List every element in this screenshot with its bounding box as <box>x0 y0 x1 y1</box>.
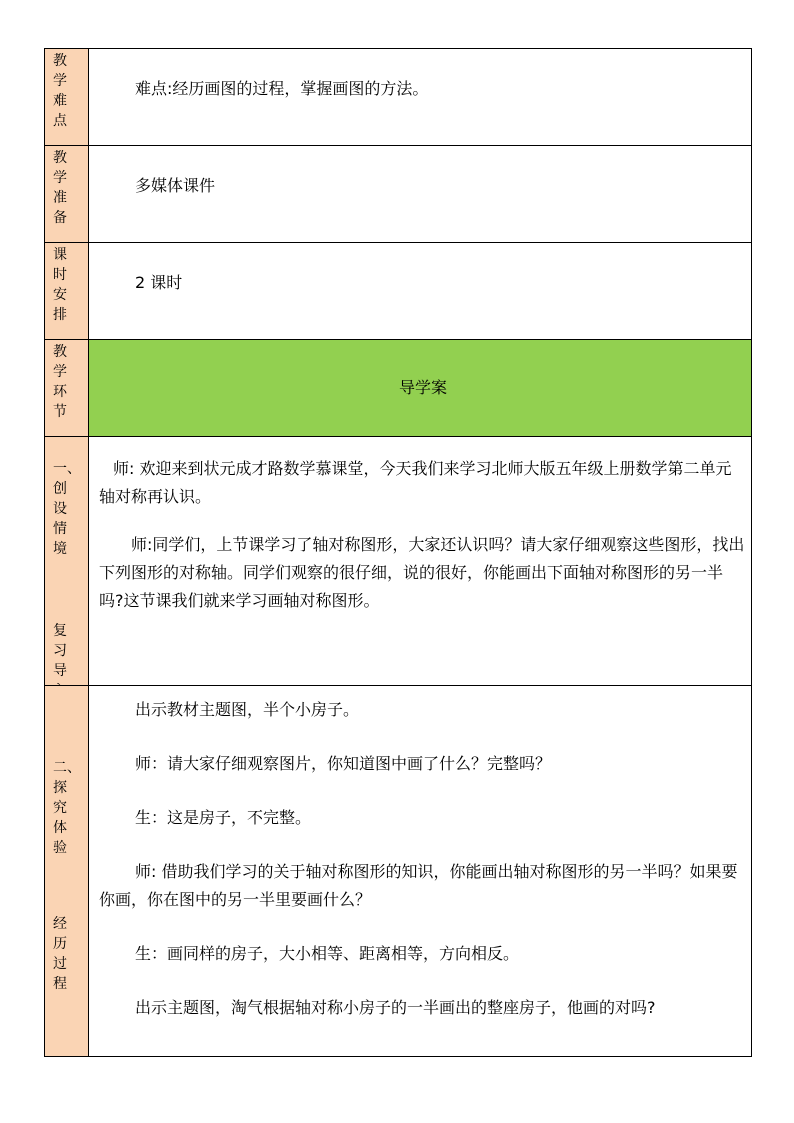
paragraph: 师:同学们，上节课学习了轴对称图形，大家还认识吗？请大家仔细观察这些图形，找出下列图形的对称轴。同学们观察的很仔细，说的很好，你能画出下面轴对称图形的另一半吗?这节课我们就来学习画轴对称图形。 <box>99 535 745 610</box>
schedule-text: 2 课时 <box>135 273 183 292</box>
row-label <box>45 437 89 685</box>
table-row-difficulty <box>45 49 751 146</box>
table-row-stage-header <box>45 340 751 437</box>
table-row-exploration <box>45 686 751 1057</box>
preparation-text: 多媒体课件 <box>135 176 216 195</box>
stage-subtitle: 经 历 过 程 <box>53 916 67 992</box>
stage-title: 二、 探 究 体 验 <box>53 760 81 856</box>
paragraph: 师: 借助我们学习的关于轴对称图形的知识，你能画出轴对称图形的另一半吗？如果要你画，你在图中的另一半里要画什么？ <box>99 862 738 909</box>
paragraph: 出示教材主题图，半个小房子。 <box>135 700 360 719</box>
stage-title: 一、 创 设 情 境 <box>53 461 81 557</box>
section-header-title: 导学案 <box>398 378 447 397</box>
paragraph: 生：画同样的房子，大小相等、距离相等，方向相反。 <box>135 944 520 963</box>
row-label: 教 学 环 节 <box>45 340 89 436</box>
row-content <box>89 49 751 145</box>
row-label: 课 时 安 排 <box>45 243 89 339</box>
lesson-plan-table <box>44 48 752 1057</box>
section-header <box>89 340 751 436</box>
paragraph: 师：请大家仔细观察图片，你知道图中画了什么？完整吗？ <box>135 754 552 773</box>
paragraph: 师: 欢迎来到状元成才路数学慕课堂，今天我们来学习北师大版五年级上册数学第二单元轴对称再认识。 <box>99 459 732 506</box>
difficulty-text: 难点:经历画图的过程，掌握画图的方法。 <box>135 79 429 98</box>
table-row-introduction <box>45 437 751 686</box>
row-content <box>89 243 751 339</box>
paragraph: 生：这是房子，不完整。 <box>135 808 312 827</box>
stage-subtitle: 复 习 导 <box>53 623 67 679</box>
row-content <box>89 686 751 1056</box>
table-row-preparation <box>45 146 751 243</box>
row-content <box>89 437 751 685</box>
row-label <box>45 686 89 1056</box>
row-label: 教 学 难 点 <box>45 49 89 145</box>
table-row-schedule <box>45 243 751 340</box>
row-label: 教 学 准 备 <box>45 146 89 242</box>
paragraph: 出示主题图，淘气根据轴对称小房子的一半画出的整座房子，他画的对吗? <box>135 998 656 1017</box>
row-content <box>89 146 751 242</box>
